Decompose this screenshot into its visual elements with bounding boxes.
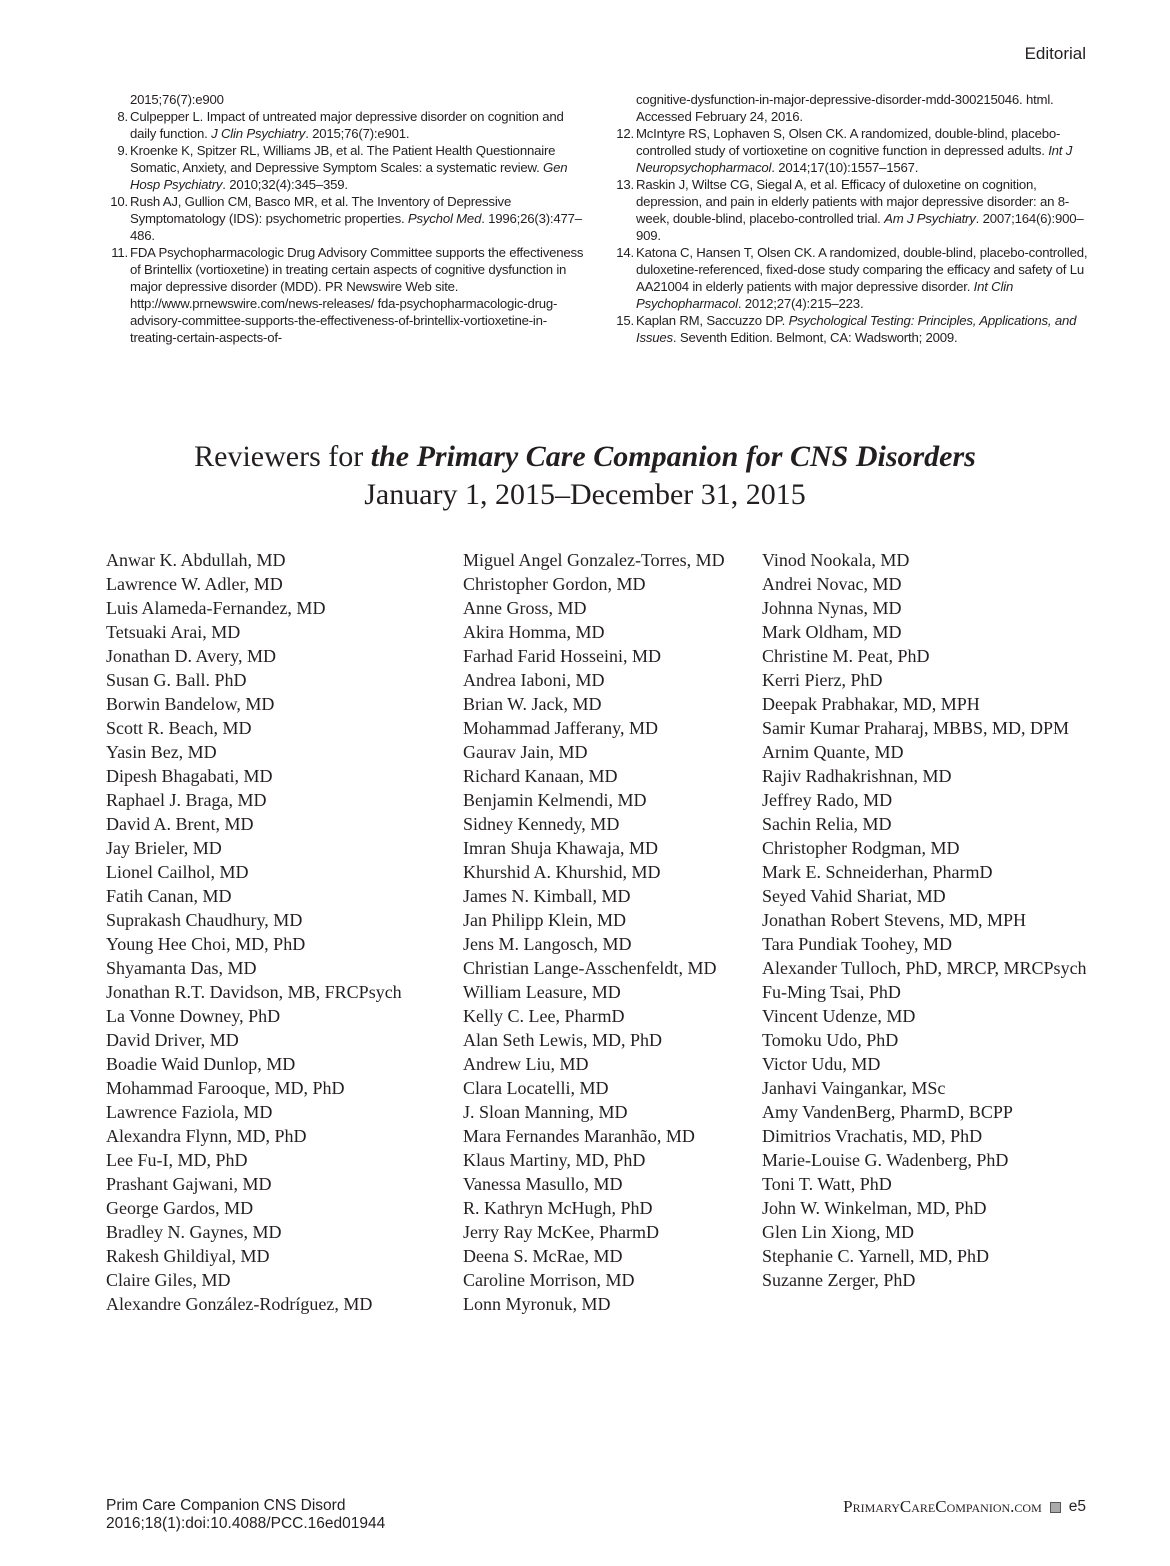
reviewer-name: Scott R. Beach, MD <box>106 718 252 738</box>
reviewer-column-2 <box>463 548 725 1316</box>
reviewer-name: John W. Winkelman, MD, PhD <box>762 1198 987 1218</box>
reference-item <box>610 312 1095 346</box>
reviewer-name: Arnim Quante, MD <box>762 742 904 762</box>
footer-doi: 2016;18(1):doi:10.4088/PCC.16ed01944 <box>106 1515 386 1532</box>
reviewer-name: Marie-Louise G. Wadenberg, PhD <box>762 1150 1009 1170</box>
reviewer-name: Jonathan Robert Stevens, MD, MPH <box>762 910 1026 930</box>
footer-site-link[interactable]: PrimaryCareCompanion.com <box>843 1497 1042 1516</box>
reference-segment: . 2012;27(4):215–223. <box>737 296 864 311</box>
references-left-column <box>104 91 584 346</box>
reviewer-name: Tomoku Udo, PhD <box>762 1030 899 1050</box>
reviewer-name: Mara Fernandes Maranhão, MD <box>463 1126 695 1146</box>
reference-text <box>636 312 1095 346</box>
reference-number: 10. <box>110 194 128 209</box>
reference-text <box>130 142 584 193</box>
reference-text <box>636 244 1095 312</box>
reviewer-name: Johnna Nynas, MD <box>762 598 902 618</box>
reference-number: 8. <box>117 109 128 124</box>
reviewer-name: Jay Brieler, MD <box>106 838 222 858</box>
reviewer-name: Bradley N. Gaynes, MD <box>106 1222 282 1242</box>
reference-text <box>130 91 584 108</box>
reviewer-name: Imran Shuja Khawaja, MD <box>463 838 658 858</box>
reviewer-name: R. Kathryn McHugh, PhD <box>463 1198 653 1218</box>
title-journal: the Primary Care Companion for CNS Disorders <box>370 440 976 473</box>
reviewer-name: William Leasure, MD <box>463 982 621 1002</box>
reviewer-name: Samir Kumar Praharaj, MBBS, MD, DPM <box>762 718 1069 738</box>
reviewer-name: Prashant Gajwani, MD <box>106 1174 272 1194</box>
reviewer-name: David Driver, MD <box>106 1030 239 1050</box>
reference-number: 12. <box>616 126 634 141</box>
footer-citation <box>106 1497 385 1533</box>
reviewer-name: Vinod Nookala, MD <box>762 550 910 570</box>
reference-item <box>610 91 1095 125</box>
reviewer-name: Sidney Kennedy, MD <box>463 814 620 834</box>
reviewer-name: Jens M. Langosch, MD <box>463 934 632 954</box>
reviewer-name: Vanessa Masullo, MD <box>463 1174 623 1194</box>
reviewer-name: Susan G. Ball. PhD <box>106 670 247 690</box>
reviewer-name: Alexandre González-Rodríguez, MD <box>106 1294 373 1314</box>
reviewer-name: Andrei Novac, MD <box>762 574 902 594</box>
reviewer-name: Borwin Bandelow, MD <box>106 694 275 714</box>
reference-item <box>610 125 1095 176</box>
reference-segment: . Seventh Edition. Belmont, CA: Wadsworth; 2009. <box>672 330 958 345</box>
reviewer-name: Lonn Myronuk, MD <box>463 1294 611 1314</box>
reference-segment: Kaplan RM, Saccuzzo DP. <box>636 313 789 328</box>
reviewer-name: Mark E. Schneiderhan, PharmD <box>762 862 993 882</box>
reviewer-name: Jonathan R.T. Davidson, MB, FRCPsych <box>106 982 402 1002</box>
reviewer-name: Brian W. Jack, MD <box>463 694 602 714</box>
references-right-column <box>610 91 1095 346</box>
reviewer-name: Lawrence W. Adler, MD <box>106 574 283 594</box>
reference-segment: Rush AJ, Gullion CM, Basco MR, et al. The Inventory of Depressive Symptomatology (IDS): psychometric properties. <box>130 194 512 226</box>
reviewer-name: Christopher Rodgman, MD <box>762 838 960 858</box>
reviewer-name: Tara Pundiak Toohey, MD <box>762 934 952 954</box>
reviewer-name: Akira Homma, MD <box>463 622 605 642</box>
reviewer-name: Dipesh Bhagabati, MD <box>106 766 273 786</box>
reviewer-name: Tetsuaki Arai, MD <box>106 622 241 642</box>
reviewer-name: Christian Lange-Asschenfeldt, MD <box>463 958 717 978</box>
reviewer-name: Lawrence Faziola, MD <box>106 1102 273 1122</box>
reference-item <box>104 91 584 108</box>
footer-journal: Prim Care Companion CNS Disord <box>106 1497 346 1514</box>
reference-segment: McIntyre RS, Lophaven S, Olsen CK. A randomized, double-blind, placebo-controlled study of vortioxetine on cognitive function in depressed adults. <box>636 126 1061 158</box>
reference-segment: FDA Psychopharmacologic Drug Advisory Committee supports the effectiveness of Brintellix (vortioxetine) in treating certain aspects of cognitive dysfunction in major depressive disorder (MDD). PR Newswire Web site. http://www.prnewswire.com/news-releases/ fda-psychopharmacologic-drug-advisory-committee-supports-the-effectiveness-of-brintellix-vortioxetine-in-treating-certain-aspects-of- <box>130 245 584 345</box>
reference-number: 14. <box>616 245 634 260</box>
reviewer-name: Rajiv Radhakrishnan, MD <box>762 766 952 786</box>
reviewer-name: Fu-Ming Tsai, PhD <box>762 982 901 1002</box>
reference-segment: Kroenke K, Spitzer RL, Williams JB, et al. The Patient Health Questionnaire Somatic, Anxiety, and Depressive Symptom Scales: a systematic review. <box>130 143 556 175</box>
reviewer-name: Vincent Udenze, MD <box>762 1006 916 1026</box>
reference-source: Int Clin Psychopharmacol <box>636 279 1014 311</box>
reviewer-column-3 <box>762 548 1087 1292</box>
reference-segment: cognitive-dysfunction-in-major-depressive-disorder-mdd-300215046. html. Accessed February 24, 2016. <box>636 92 1054 124</box>
reviewer-name: Christopher Gordon, MD <box>463 574 646 594</box>
reviewer-name: Lee Fu-I, MD, PhD <box>106 1150 248 1170</box>
reviewers-title <box>0 438 1170 514</box>
reviewer-name: Yasin Bez, MD <box>106 742 217 762</box>
title-prefix: Reviewers for <box>194 440 371 473</box>
reference-number: 15. <box>616 313 634 328</box>
reviewer-name: Amy VandenBerg, PharmD, BCPP <box>762 1102 1013 1122</box>
reference-segment: . 2014;17(10):1557–1567. <box>771 160 919 175</box>
reviewer-name: Dimitrios Vrachatis, MD, PhD <box>762 1126 983 1146</box>
reference-item <box>610 244 1095 312</box>
reviewer-name: Boadie Waid Dunlop, MD <box>106 1054 296 1074</box>
reference-item <box>104 244 584 346</box>
reference-segment: . 1996;26(3):477–486. <box>130 211 582 243</box>
reviewer-name: Caroline Morrison, MD <box>463 1270 635 1290</box>
reviewer-name: Deepak Prabhakar, MD, MPH <box>762 694 980 714</box>
reviewer-name: Anwar K. Abdullah, MD <box>106 550 286 570</box>
reference-source: Gen Hosp Psychiatry <box>130 160 568 192</box>
reference-number: 11. <box>111 245 128 260</box>
reviewer-name: La Vonne Downey, PhD <box>106 1006 281 1026</box>
reviewer-name: James N. Kimball, MD <box>463 886 631 906</box>
reviewer-name: Miguel Angel Gonzalez-Torres, MD <box>463 550 725 570</box>
reviewer-name: Toni T. Watt, PhD <box>762 1174 892 1194</box>
reviewer-name: Luis Alameda-Fernandez, MD <box>106 598 326 618</box>
reviewer-name: Suprakash Chaudhury, MD <box>106 910 303 930</box>
section-label: Editorial <box>1024 44 1086 63</box>
reviewer-name: Benjamin Kelmendi, MD <box>463 790 647 810</box>
reviewer-name: Jeffrey Rado, MD <box>762 790 893 810</box>
reference-source: Am J Psychiatry <box>884 211 976 226</box>
reviewer-name: Claire Giles, MD <box>106 1270 231 1290</box>
reviewer-name: Mark Oldham, MD <box>762 622 902 642</box>
reference-segment: Culpepper L. Impact of untreated major depressive disorder on cognition and daily function. <box>130 109 564 141</box>
reviewer-name: Kerri Pierz, PhD <box>762 670 883 690</box>
reviewer-name: Lionel Cailhol, MD <box>106 862 249 882</box>
reference-text <box>130 193 584 244</box>
reviewer-name: Jan Philipp Klein, MD <box>463 910 627 930</box>
reviewer-name: Clara Locatelli, MD <box>463 1078 609 1098</box>
reference-text <box>130 108 584 142</box>
reviewer-name: Suzanne Zerger, PhD <box>762 1270 916 1290</box>
reference-item <box>104 193 584 244</box>
page-number: e5 <box>1068 1498 1086 1515</box>
reviewer-name: Victor Udu, MD <box>762 1054 881 1074</box>
reviewer-name: Richard Kanaan, MD <box>463 766 618 786</box>
reference-item <box>104 108 584 142</box>
reviewer-name: Alexander Tulloch, PhD, MRCP, MRCPsych <box>762 958 1087 978</box>
reference-text <box>130 244 584 346</box>
reviewer-name: Jerry Ray McKee, PharmD <box>463 1222 659 1242</box>
reference-source: J Clin Psychiatry <box>211 126 306 141</box>
reference-text <box>636 91 1095 125</box>
reviewer-name: Raphael J. Braga, MD <box>106 790 267 810</box>
reference-number: 9. <box>117 143 128 158</box>
reviewer-name: Shyamanta Das, MD <box>106 958 257 978</box>
reference-source: Psychol Med <box>407 211 482 226</box>
reviewer-name: Fatih Canan, MD <box>106 886 232 906</box>
reviewer-name: Andrew Liu, MD <box>463 1054 589 1074</box>
reviewer-name: Glen Lin Xiong, MD <box>762 1222 914 1242</box>
reviewer-name: Young Hee Choi, MD, PhD <box>106 934 306 954</box>
reviewer-name: David A. Brent, MD <box>106 814 254 834</box>
reviewer-name: Mohammad Jafferany, MD <box>463 718 658 738</box>
reviewer-name: Deena S. McRae, MD <box>463 1246 623 1266</box>
reference-segment: . 2010;32(4):345–359. <box>222 177 348 192</box>
reviewer-name: George Gardos, MD <box>106 1198 254 1218</box>
reviewer-name: Khurshid A. Khurshid, MD <box>463 862 661 882</box>
reference-text <box>636 125 1095 176</box>
reviewer-name: Alan Seth Lewis, MD, PhD <box>463 1030 662 1050</box>
reviewer-name: Janhavi Vaingankar, MSc <box>762 1078 946 1098</box>
reviewer-name: Alexandra Flynn, MD, PhD <box>106 1126 307 1146</box>
reviewer-name: Anne Gross, MD <box>463 598 587 618</box>
reviewer-column-1 <box>106 548 402 1316</box>
reviewer-name: Stephanie C. Yarnell, MD, PhD <box>762 1246 990 1266</box>
reference-segment: Katona C, Hansen T, Olsen CK. A randomized, double-blind, placebo-controlled, duloxetine-referenced, fixed-dose study comparing the efficacy and safety of Lu AA21004 in elderly patients with major depressive disorder. <box>636 245 1088 294</box>
square-bullet-icon <box>1050 1502 1061 1513</box>
reference-segment: . 2007;164(6):900–909. <box>636 211 1084 243</box>
reference-number: 13. <box>616 177 634 192</box>
reviewer-name: Seyed Vahid Shariat, MD <box>762 886 946 906</box>
reviewer-name: Gaurav Jain, MD <box>463 742 588 762</box>
reviewer-name: Klaus Martiny, MD, PhD <box>463 1150 646 1170</box>
reviewer-name: Rakesh Ghildiyal, MD <box>106 1246 270 1266</box>
reference-source: Psychological Testing: Principles, Applications, and Issues <box>636 313 1077 345</box>
reviewer-name: Mohammad Farooque, MD, PhD <box>106 1078 345 1098</box>
reviewer-name: Sachin Relia, MD <box>762 814 892 834</box>
reference-text <box>636 176 1095 244</box>
footer-site <box>843 1497 1086 1517</box>
reference-segment: . 2015;76(7):e901. <box>305 126 410 141</box>
reference-item <box>610 176 1095 244</box>
title-dates: January 1, 2015–December 31, 2015 <box>364 478 806 511</box>
reviewer-name: Kelly C. Lee, PharmD <box>463 1006 625 1026</box>
reviewer-name: Andrea Iaboni, MD <box>463 670 605 690</box>
reviewer-name: J. Sloan Manning, MD <box>463 1102 628 1122</box>
reviewer-name: Jonathan D. Avery, MD <box>106 646 276 666</box>
reference-segment: Raskin J, Wiltse CG, Siegal A, et al. Efficacy of duloxetine on cognition, depression, and pain in elderly patients with major depressive disorder: an 8-week, double-blind, placebo-controlled trial. <box>636 177 1070 226</box>
reference-source: Int J Neuropsychopharmacol <box>636 143 1073 175</box>
reference-segment: 2015;76(7):e900 <box>130 92 224 107</box>
reviewer-name: Christine M. Peat, PhD <box>762 646 930 666</box>
reference-item <box>104 142 584 193</box>
reviewer-name: Farhad Farid Hosseini, MD <box>463 646 661 666</box>
